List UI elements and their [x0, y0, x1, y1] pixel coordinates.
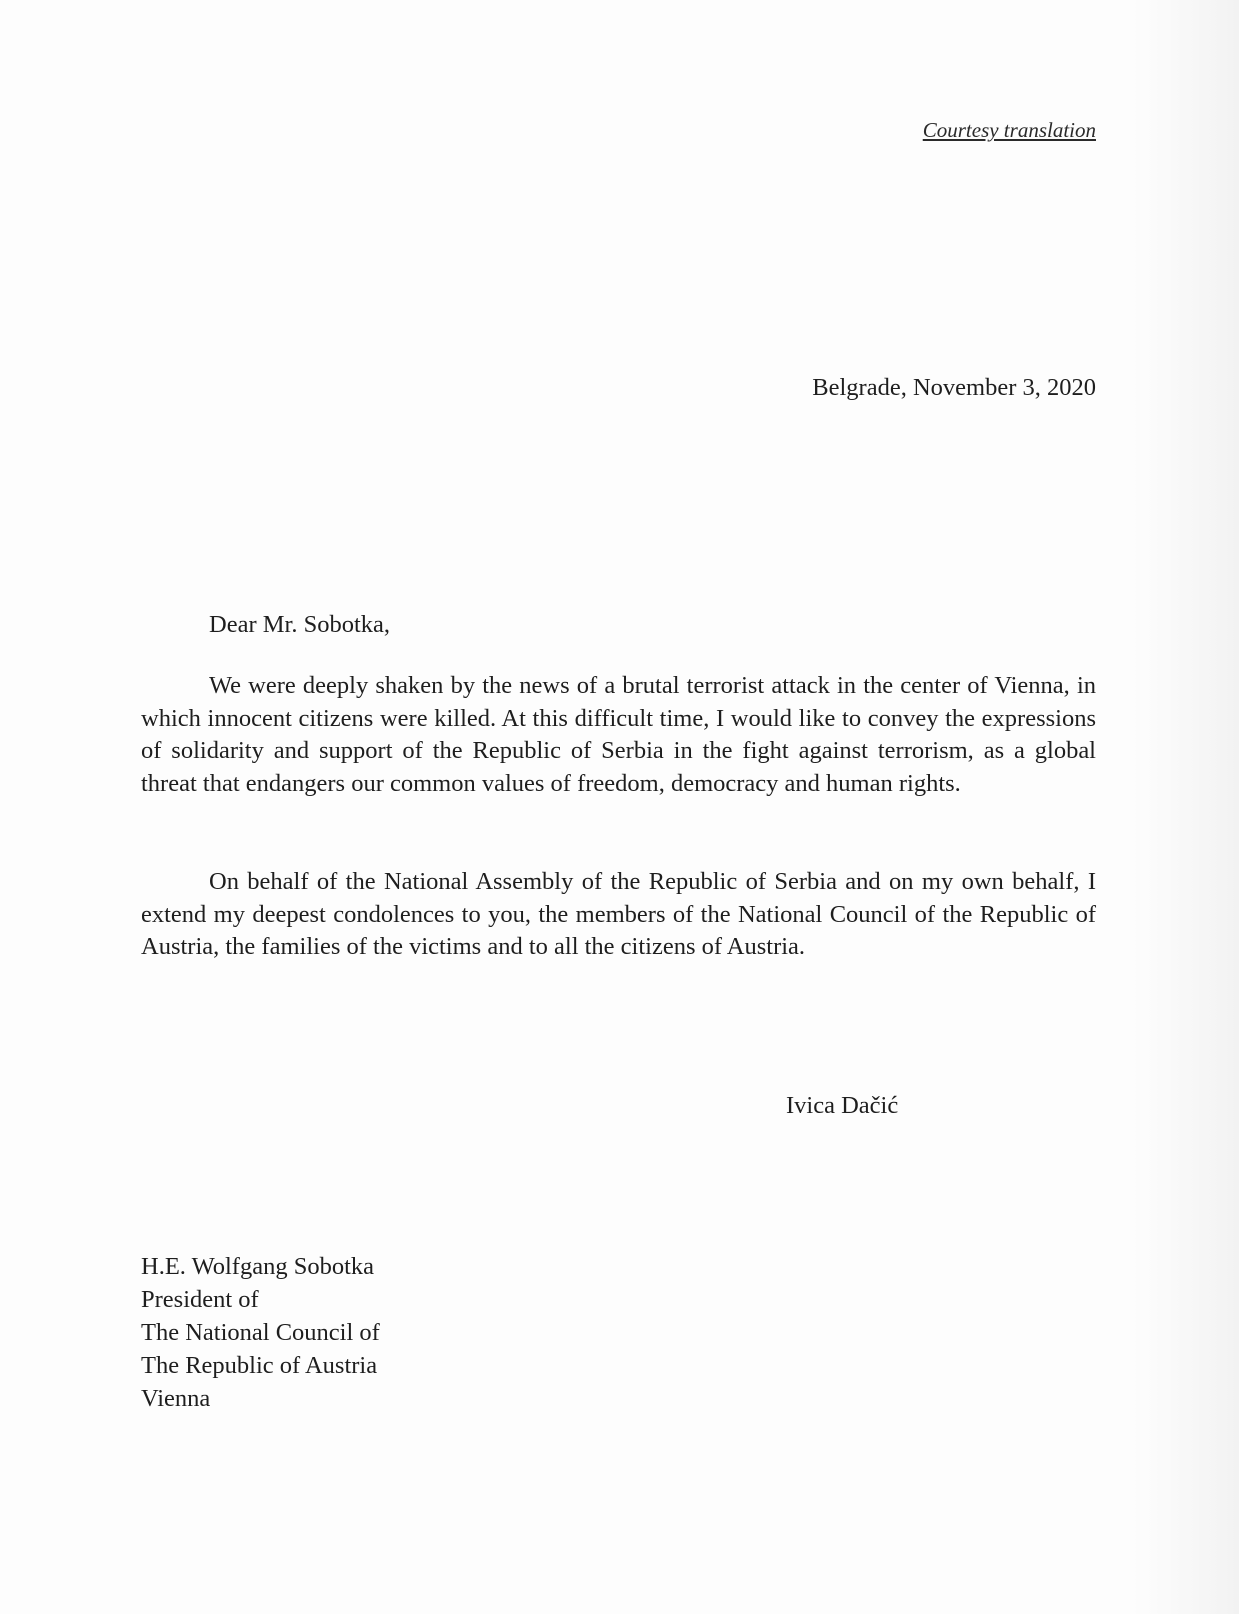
- signature-name: Ivica Dačić: [786, 1092, 899, 1119]
- letter-date: Belgrade, November 3, 2020: [812, 374, 1096, 401]
- scan-edge-shading: [1132, 0, 1239, 1614]
- recipient-line: The National Council of: [141, 1319, 380, 1346]
- recipient-line: H.E. Wolfgang Sobotka: [141, 1253, 375, 1280]
- recipient-line: President of: [141, 1286, 259, 1313]
- letter-salutation: Dear Mr. Sobotka,: [209, 611, 390, 638]
- letter-paragraph-2: On behalf of the National Assembly of the Republic of Serbia and on my own behalf, I extend my deepest condolences to you, the members of the National Council of the Republic of Austria, the families of the victims and to all the citizens of Austria.: [141, 868, 1096, 960]
- recipient-address: [141, 1250, 641, 1415]
- recipient-line: Vienna: [141, 1385, 211, 1412]
- recipient-line: The Republic of Austria: [141, 1352, 378, 1379]
- courtesy-translation-note: Courtesy translation: [922, 118, 1096, 142]
- letter-paragraph-1: We were deeply shaken by the news of a brutal terrorist attack in the center of Vienna, in which innocent citizens were killed. At this difficult time, I would like to convey the expressions of solidarity and support of the Republic of Serbia in the fight against terrorism, as a global threat that endangers our common values of freedom, democracy and human rights.: [141, 672, 1096, 797]
